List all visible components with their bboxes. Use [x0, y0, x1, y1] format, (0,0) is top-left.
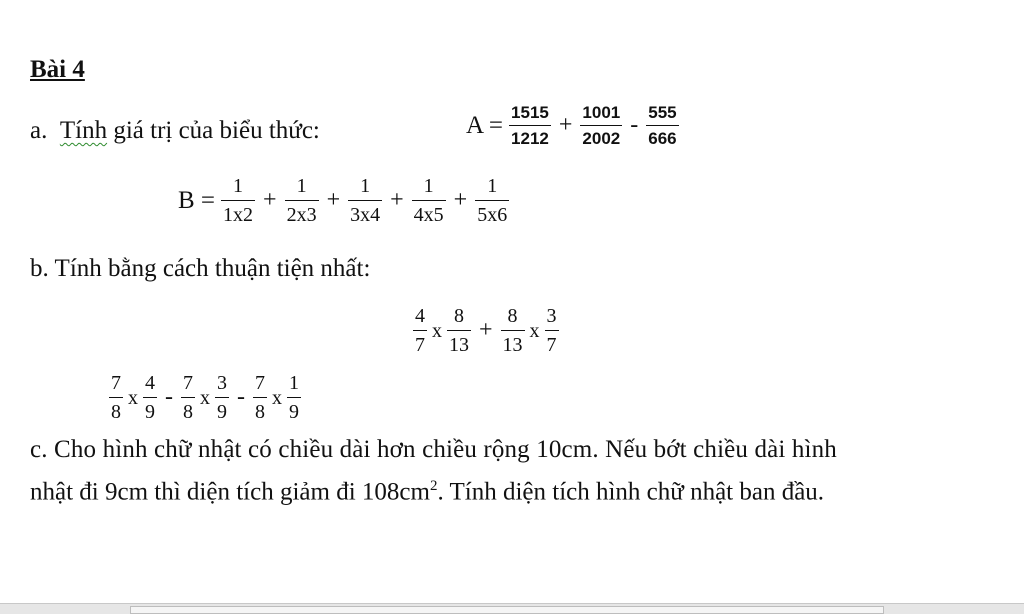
part-a-tinh: Tính	[59, 117, 108, 144]
b-label: B =	[178, 186, 216, 214]
operator: +	[390, 187, 404, 213]
multiply-sign: x	[272, 387, 282, 409]
fraction: $\frac{7}{8}$	[111, 372, 121, 423]
operator: +	[558, 112, 573, 138]
fraction: $\frac{4}{9}$	[145, 372, 155, 423]
fraction: $\frac{1}{3x4}$	[350, 175, 381, 226]
fraction: $\frac{4}{7}$	[415, 305, 425, 356]
operator: -	[630, 112, 639, 138]
part-a-instruction	[30, 117, 320, 145]
a-label: A =	[466, 111, 504, 139]
superscript-2: 2	[429, 478, 438, 494]
part-c-line-2: nhật đi 9cm thì diện tích giảm đi $108cm^2$. Tính diện tích hình chữ nhật ban đầu.	[30, 478, 825, 506]
exercise-title: Bài 4	[30, 56, 85, 83]
fraction: $\frac{1}{9}$	[289, 372, 299, 423]
fraction: $\frac{7}{8}$	[183, 372, 193, 423]
fraction: $\frac{1}{2x3}$	[286, 175, 317, 226]
operator: +	[326, 187, 341, 213]
fraction: $\frac{1}{4x5}$	[413, 175, 444, 226]
multiply-sign: x	[128, 387, 138, 409]
expression-b2	[106, 373, 304, 422]
operator: +	[263, 187, 277, 213]
multiply-sign: x	[432, 320, 442, 342]
multiply-sign: x	[529, 320, 540, 342]
part-a-prefix: a.	[30, 117, 48, 144]
operator: -	[237, 384, 245, 410]
expression-b1	[410, 306, 562, 355]
fraction: $\frac{3}{9}$	[217, 372, 227, 423]
fraction: $\frac{1515}{1212}$	[511, 103, 549, 148]
fraction: $\frac{8}{13}$	[502, 305, 523, 356]
fraction: $\frac{1001}{2002}$	[582, 103, 621, 148]
fraction: $\frac{8}{13}$	[449, 305, 469, 356]
part-a-rest: giá trị của biểu thức:	[107, 117, 320, 144]
expression-a	[466, 104, 682, 147]
operator: -	[165, 384, 173, 410]
fraction: $\frac{1}{1x2}$	[223, 175, 254, 226]
fraction: $\frac{555}{666}$	[648, 103, 677, 148]
fraction: $\frac{3}{7}$	[546, 305, 557, 356]
operator: +	[479, 317, 493, 343]
multiply-sign: x	[200, 387, 210, 409]
fraction: $\frac{7}{8}$	[255, 372, 265, 423]
horizontal-scrollbar[interactable]	[0, 603, 1024, 614]
fraction: $\frac{1}{5x6}$	[477, 175, 508, 226]
part-b-instruction: b. Tính bằng cách thuận tiện nhất:	[30, 255, 371, 282]
part-c-line-1: c. Cho hình chữ nhật có chiều dài hơn chiều rộng 10cm. Nếu bớt chiều dài hình	[30, 436, 837, 463]
operator: +	[453, 187, 468, 213]
expression-b	[178, 176, 512, 225]
